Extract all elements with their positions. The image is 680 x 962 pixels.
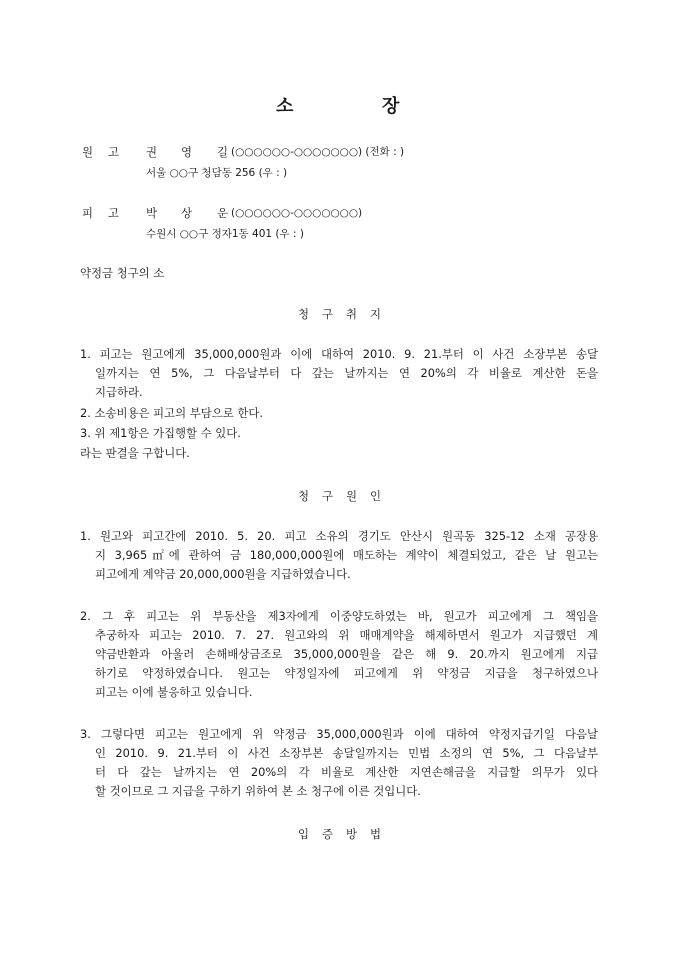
plaintiff-label-1: 원: [82, 145, 94, 159]
claim-cause-item-3-line-3: [95, 765, 598, 779]
heading-char: 청: [298, 307, 310, 321]
title-char-1: 소: [276, 96, 294, 117]
plaintiff-line: [0, 145, 680, 159]
defendant-label-1: 피: [82, 206, 94, 220]
claim-cause-item-2-line-3: [95, 647, 598, 661]
heading-char: 구: [322, 489, 334, 503]
claim-cause-item-1-line-3: 피고에게 계약금 20,000,000원을 지급하였습니다.: [95, 567, 351, 581]
plaintiff-label-2: 고: [108, 145, 120, 159]
text-line: 하기로 약정하였습니다. 원고는 약정일자에 피고에게 위 약정금 지급을 청구하였으나: [95, 666, 598, 680]
claim-cause-item-1-line-2: [95, 548, 598, 562]
title-char-2: 장: [382, 96, 400, 117]
text-line: 인 2010. 9. 21.부터 이 사건 소장부본 송달일까지는 민법 소정의 연 5%, 그 다음날부: [95, 746, 598, 760]
claim-cause-item-3-line-4: 할 것이므로 그 지급을 구하기 위하여 본 소 청구에 이른 것입니다.: [95, 784, 421, 798]
document-title: [0, 92, 680, 118]
heading-char: 청: [298, 489, 310, 503]
heading-char: 입: [298, 827, 310, 841]
claim-purpose-heading: [0, 306, 680, 322]
heading-char: 원: [346, 489, 358, 503]
text-line: 약금반환과 아울러 손해배상금조로 35,000,000원을 같은 해 9. 20.까지 원고에게 지급: [95, 647, 598, 661]
heading-char: 구: [322, 307, 334, 321]
heading-char: 증: [322, 827, 334, 841]
heading-char: 지: [370, 307, 382, 321]
heading-char: 인: [370, 489, 382, 503]
text-line: 지 3,965㎡에 관하여 금 180,000,000원에 매도하는 계약이 체결되었고, 같은 날 원고는: [95, 548, 598, 562]
heading-char: 법: [370, 827, 382, 841]
plaintiff-name-3: 길: [217, 145, 229, 159]
evidence-heading: [0, 826, 680, 842]
heading-char: 방: [346, 827, 358, 841]
plaintiff-name-2: 영: [181, 145, 193, 159]
text-line: 1. 피고는 원고에게 35,000,000원과 이에 대하여 2010. 9. 21.부터 이 사건 소장부본 송달: [80, 347, 598, 361]
claim-cause-item-3-line-2: [95, 746, 598, 760]
text-line: 일까지는 연 5%, 그 다음날부터 다 갚는 날까지는 연 20%의 각 비율로 계산한 돈을: [95, 366, 598, 380]
plaintiff-id-phone: (○○○○○○-○○○○○○○) (전화 : ): [231, 146, 405, 158]
text-line: 1. 원고와 피고간에 2010. 5. 20. 피고 소유의 경기도 안산시 원곡동 325-12 소재 공장용: [80, 529, 598, 543]
plaintiff-name-1: 권: [146, 145, 158, 159]
text-line: 터 다 갚는 날까지는 연 20%의 각 비율로 계산한 지연손해금을 지급할 의무가 있다: [95, 765, 598, 779]
claim-cause-item-2-line-2: [95, 628, 598, 642]
claim-cause-item-2-line-1: [80, 609, 598, 623]
defendant-label-2: 고: [108, 206, 120, 220]
claim-cause-item-2-line-4: [95, 666, 598, 680]
case-name: 약정금 청구의 소: [80, 266, 165, 280]
claim-purpose-item-1-line-1: [80, 347, 598, 361]
text-line: 3. 그렇다면 피고는 원고에게 위 약정금 35,000,000원과 이에 대하여 약정지급기일 다음날: [80, 727, 598, 741]
claim-purpose-closing: 라는 판결을 구합니다.: [80, 446, 190, 460]
claim-purpose-item-1-line-2: [95, 366, 598, 380]
defendant-name-2: 상: [181, 206, 193, 220]
text-line: 추궁하자 피고는 2010. 7. 27. 원고와의 위 매매계약을 해제하면서 원고가 지급했던 계: [95, 628, 598, 642]
claim-purpose-item-3: 3. 위 제1항은 가집행할 수 있다.: [80, 426, 241, 440]
claim-cause-heading: [0, 488, 680, 504]
heading-char: 취: [346, 307, 358, 321]
defendant-line: [0, 206, 680, 220]
claim-cause-item-3-line-1: [80, 727, 598, 741]
plaintiff-address: 서울 ○○구 청담동 256 (우 : ): [146, 167, 288, 179]
claim-cause-item-2-line-5: 피고는 이에 불응하고 있습니다.: [95, 685, 253, 699]
text-line: 2. 그 후 피고는 위 부동산을 제3자에게 이중양도하였는 바, 원고가 피고에게 그 책임을: [80, 609, 598, 623]
claim-purpose-item-2: 2. 소송비용은 피고의 부담으로 한다.: [80, 406, 264, 420]
defendant-name-3: 운: [217, 206, 229, 220]
claim-cause-item-1-line-1: [80, 529, 598, 543]
defendant-address: 수원시 ○○구 정자1동 401 (우 : ): [146, 228, 304, 240]
defendant-id: (○○○○○○-○○○○○○○): [231, 207, 363, 219]
claim-purpose-item-1-line-3: 지급하라.: [95, 385, 143, 399]
defendant-name-1: 박: [146, 206, 158, 220]
